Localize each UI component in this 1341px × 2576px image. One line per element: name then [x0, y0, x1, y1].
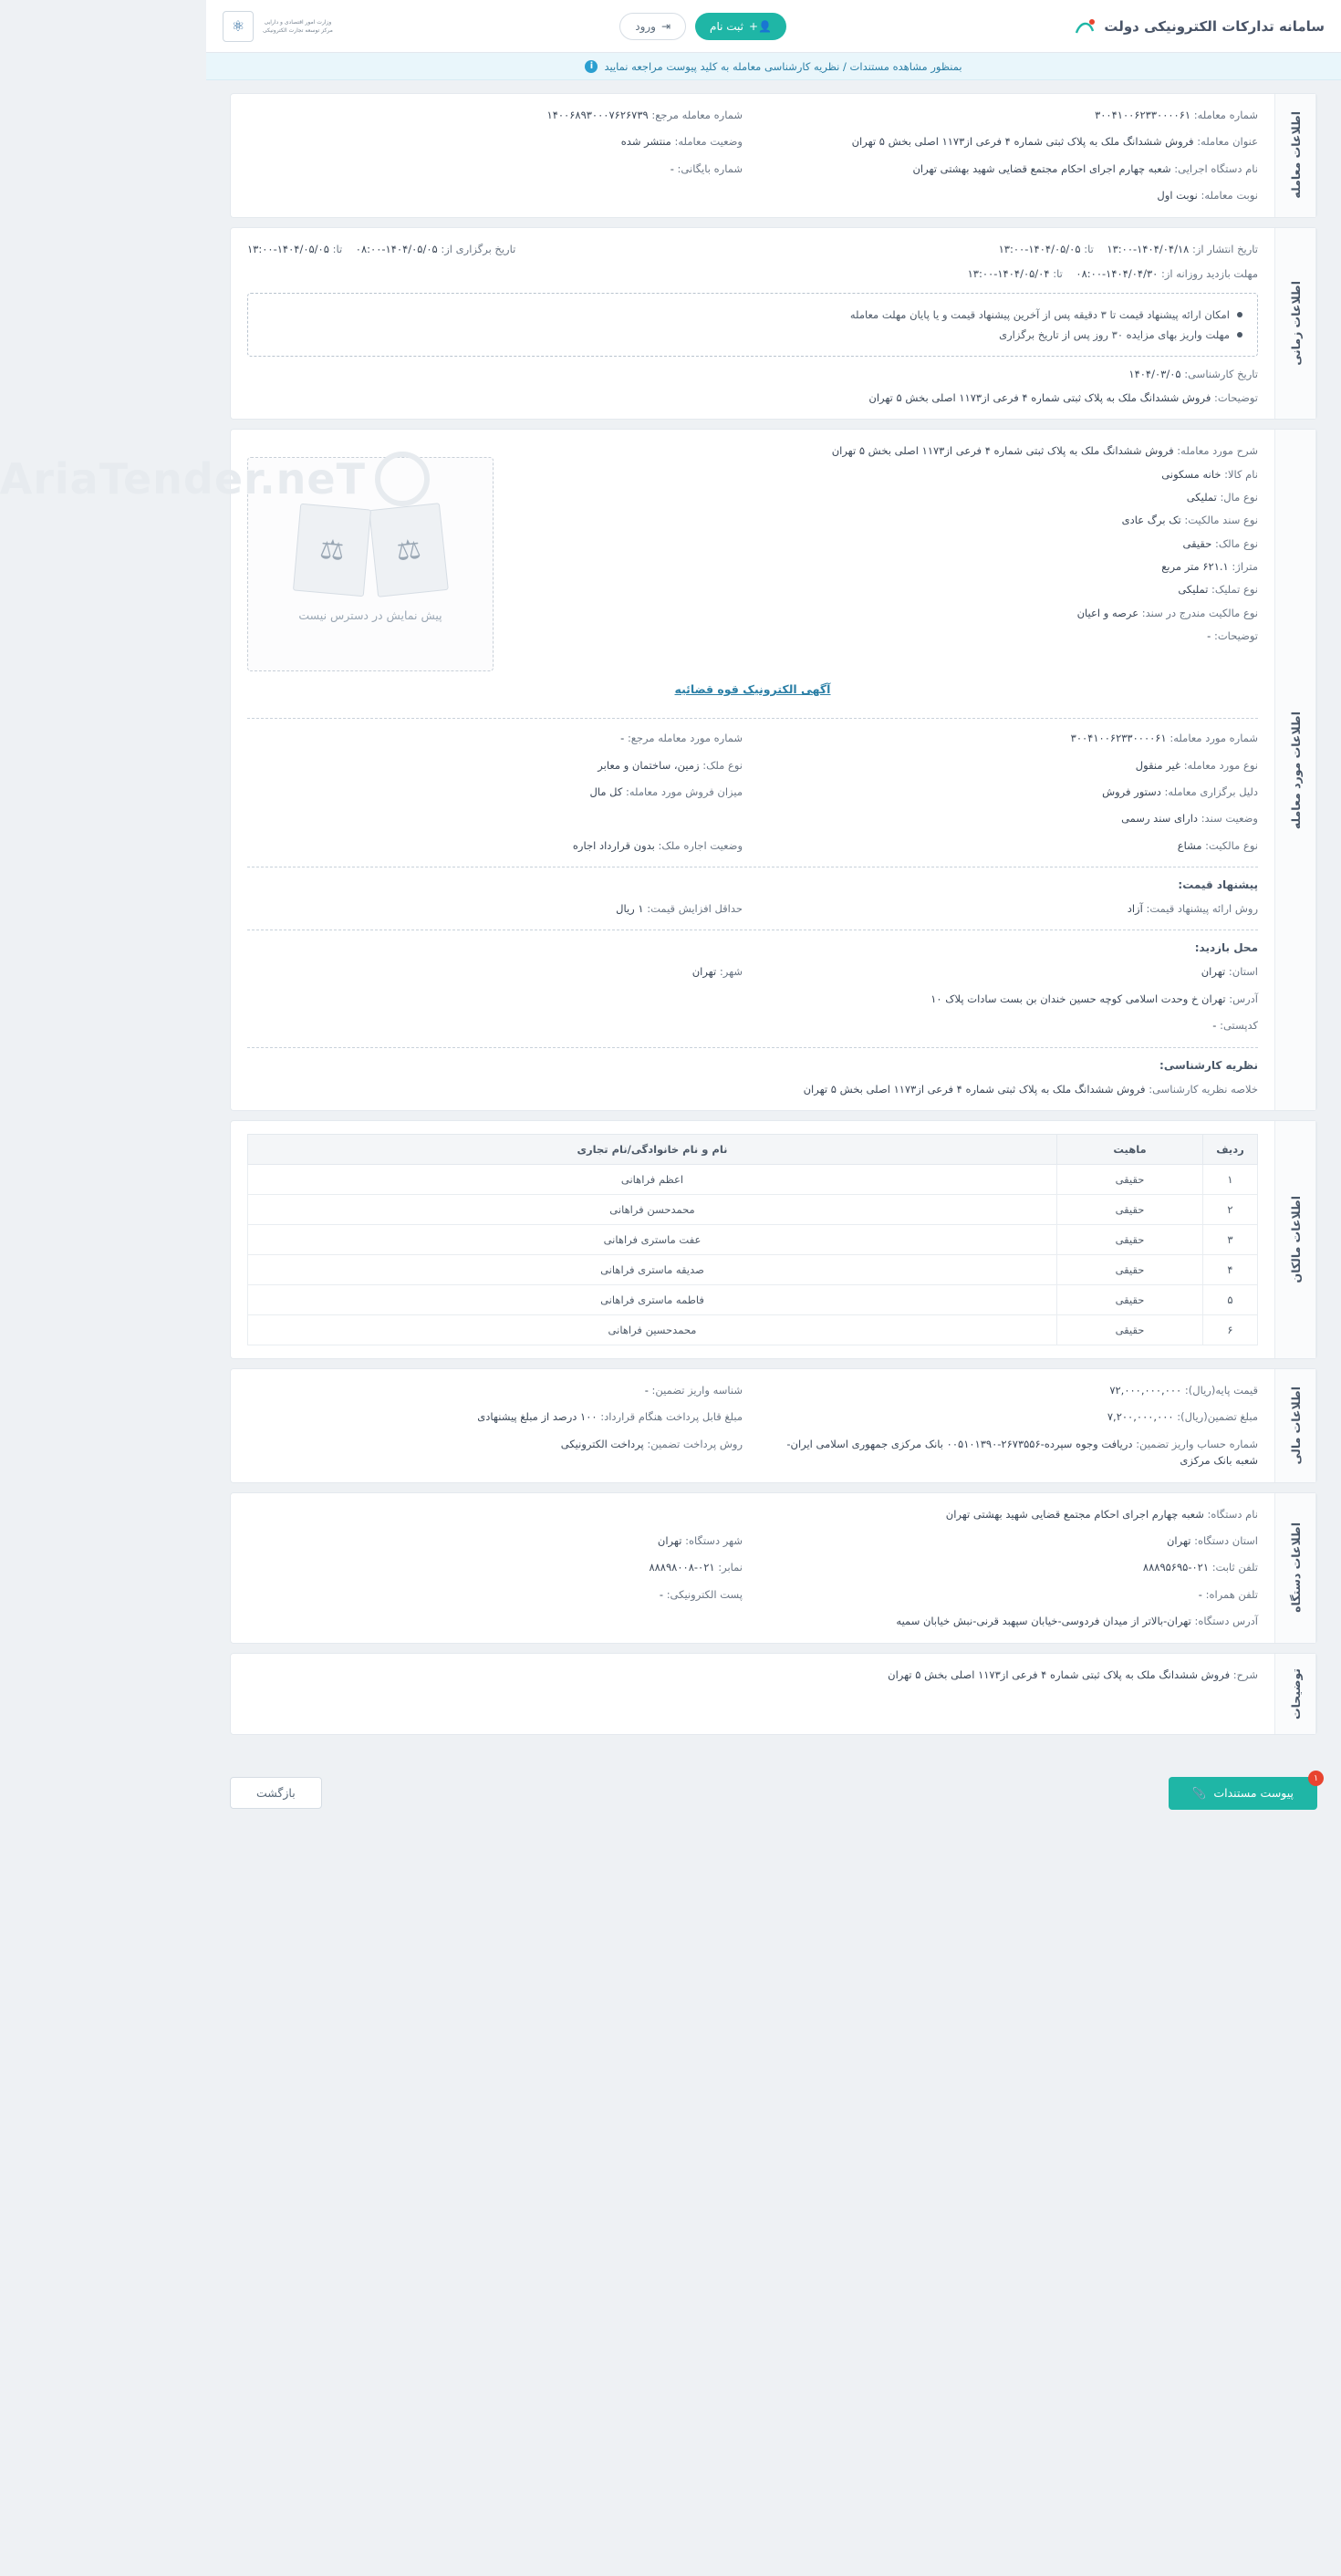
- expert-opinion-title: نظریه کارشناسی:: [1159, 1058, 1258, 1072]
- visit-postal-code: کدپستی: -: [1212, 1019, 1258, 1033]
- paperclip-icon: 📎: [1191, 1785, 1207, 1800]
- subject-description: شرح مورد معامله: فروش ششدانگ ملک به پلاک ثبتی شماره ۴ فرعی از۱۱۷۳ اصلی بخش ۵ تهران: [831, 444, 1258, 458]
- bullet-icon: [1237, 312, 1242, 317]
- payable-on-contract: مبلغ قابل پرداخت هنگام قرارداد: ۱۰۰ درصد از مبلغ پیشنهادی: [477, 1410, 743, 1424]
- time-note-item: امکان ارائه پیشنهاد قیمت تا ۳ دقیقه پس از آخرین پیشنهاد قیمت و یا پایان مهلت معامله: [263, 305, 1242, 325]
- subject-number: شماره مورد معامله: ۳۰۰۴۱۰۰۶۲۳۳۰۰۰۰۶۱: [1070, 732, 1258, 745]
- section-deal-subject: [0, 429, 1317, 1111]
- subject-deed-status: وضعیت سند: دارای سند رسمی: [1121, 812, 1258, 826]
- subject-acquisition-type: نوع تملیک: تملیکی: [1178, 583, 1258, 597]
- section-label-deal-subject: اطلاعات مورد معامله: [1274, 430, 1316, 1110]
- section-label-notes: توضیحات: [1274, 1654, 1316, 1734]
- watermark-text: AriaTender.neT: [0, 452, 430, 506]
- price-proposal-grid: [247, 900, 1258, 917]
- time-note-item: مهلت واریز بهای مزایده ۳۰ روز پس از تاریخ برگزاری: [263, 325, 1242, 345]
- top-header: [206, 0, 1341, 53]
- subject-goods-name: نام کالا: خانه مسکونی: [1161, 467, 1258, 481]
- deal-round: نوبت معامله: نوبت اول: [1157, 189, 1258, 203]
- deal-archive-number: شماره بایگانی: -: [670, 161, 743, 175]
- subject-estate-type: نوع ملک: زمین، ساختمان و معابر: [598, 758, 743, 772]
- back-label: بازگشت: [256, 1786, 296, 1801]
- person-add-icon: 👤+: [749, 19, 772, 33]
- agency-name: نام دستگاه: شعبه چهارم اجرای احکام مجتمع قضایی شهید بهشتی تهران: [945, 1507, 1258, 1521]
- attach-documents-label: پیوست مستندات: [1213, 1786, 1294, 1801]
- subject-reason: دلیل برگزاری معامله: دستور فروش: [1102, 784, 1258, 798]
- price-min-increment: حداقل افزایش قیمت: ۱ ریال: [616, 902, 743, 916]
- table-header-row: [248, 1135, 1258, 1165]
- deal-agency-name: نام دستگاه اجرایی: شعبه چهارم اجرای احکام مجتمع قضایی شهید بهشتی تهران: [912, 161, 1258, 175]
- section-body-owners: [231, 1121, 1274, 1358]
- financial-grid: [247, 1382, 1258, 1470]
- subject-ownership: نوع مالکیت: مشاع: [1177, 838, 1258, 852]
- expert-date-row: تاریخ کارشناسی: ۱۴۰۴/۰۳/۰۵: [1128, 368, 1258, 381]
- subject-property-type: نوع مال: تملیکی: [1186, 490, 1258, 504]
- agency-province: استان دستگاه: تهران: [1166, 1533, 1258, 1547]
- deal-status: وضعیت معامله: منتشر شده: [620, 135, 743, 149]
- subject-summary-list: [517, 442, 1258, 645]
- section-body-financial: [231, 1369, 1274, 1482]
- section-label-agency: اطلاعات دستگاه: [1274, 1493, 1316, 1643]
- table-row: ۶ حقیقی محمدحسین فراهانی: [248, 1315, 1258, 1345]
- deal-number: شماره معامله: ۳۰۰۴۱۰۰۶۲۳۳۰۰۰۰۶۱: [1095, 109, 1258, 121]
- section-agency: [230, 1492, 1317, 1644]
- section-body-notes: [231, 1654, 1274, 1734]
- time-description-row: توضیحات: فروش ششدانگ ملک به پلاک ثبتی شماره ۴ فرعی از۱۱۷۳ اصلی بخش ۵ تهران: [868, 390, 1258, 404]
- login-label: ورود: [635, 19, 656, 33]
- back-button[interactable]: [230, 1777, 322, 1809]
- organization-text: وزارت امور اقتصادی و دارایی مرکز توسعه تجارت الکترونیکی: [263, 18, 333, 34]
- subject-ref-number: شماره مورد معامله مرجع: -: [620, 732, 743, 745]
- agency-city: شهر دستگاه: تهران: [657, 1533, 743, 1547]
- subject-sale-share: میزان فروش مورد معامله: کل مال: [589, 784, 743, 798]
- section-time-info: [230, 227, 1317, 421]
- section-label-owners: اطلاعات مالکان: [1274, 1121, 1316, 1358]
- subject-rent-status: وضعیت اجاره ملک: بدون قرارداد اجاره: [572, 838, 743, 852]
- guarantee-payment-method: روش پرداخت تضمین: پرداخت الکترونیکی: [560, 1437, 743, 1450]
- gavel-icon: ⚖: [394, 533, 423, 567]
- guarantee-amount: مبلغ تضمین(ریال): ۷,۲۰۰,۰۰۰,۰۰۰: [1107, 1410, 1258, 1424]
- section-label-deal-info: اطلاعات معامله: [1274, 94, 1316, 217]
- guarantee-account: شماره حساب واریز تضمین: دریافت وجوه سپرده-۲۶۷۳۵۵۶-۰۰۵۱۰۱۳۹۰ بانک مرکزی جمهوری اسلامی ایران- شعبه بانک مرکزی: [786, 1437, 1258, 1468]
- agency-mobile: تلفن همراه: -: [1198, 1587, 1258, 1601]
- section-financial: [230, 1368, 1317, 1483]
- price-proposal-title: پیشنهاد قیمت:: [1178, 878, 1258, 892]
- expert-opinion-summary: خلاصه نظریه کارشناسی: فروش ششدانگ ملک به پلاک ثبتی شماره ۴ فرعی از۱۱۷۳ اصلی بخش ۵ تهران: [803, 1082, 1258, 1096]
- section-label-time-info: اطلاعات زمانی: [1274, 228, 1316, 420]
- document-icon: [369, 503, 449, 597]
- base-price: قیمت پایه(ریال): ۷۲,۰۰۰,۰۰۰,۰۰۰: [1109, 1384, 1258, 1397]
- preview-doc-icons: [296, 506, 444, 594]
- publish-date-row: تاریخ انتشار از: ۱۴۰۴/۰۴/۱۸-۱۳:۰۰ تا: ۱۴۰۴/۰۵/۰۵-۱۳:۰۰ تاریخ برگزاری از: ۱۴۰۴/۰۵/۰۵-۰۸:۰۰ تا: ۱۴۰۴/۰۵/۰۵-۱۳:۰۰: [247, 242, 1258, 255]
- organization-logo: [223, 11, 333, 42]
- subject-deed-type: نوع سند مالکیت: تک برگ عادی: [1121, 514, 1258, 527]
- bullet-icon: [1237, 332, 1242, 338]
- site-title: سامانه تدارکات الکترونیکی دولت: [1104, 17, 1325, 35]
- price-method: روش ارائه پیشنهاد قیمت: آزاد: [1127, 902, 1258, 916]
- section-body-agency: [231, 1493, 1274, 1643]
- section-body-deal-info: [231, 94, 1274, 217]
- section-notes: [230, 1653, 1317, 1735]
- attachment-preview-area: [0, 442, 494, 677]
- deal-ref-number: شماره معامله مرجع: ۱۴۰۰۶۸۹۳۰۰۰۷۶۲۶۷۳۹: [546, 109, 743, 121]
- document-icon: [293, 504, 371, 597]
- table-row: ۳ حقیقی عفت ماستری فراهانی: [248, 1225, 1258, 1255]
- visit-province: استان: تهران: [1201, 965, 1258, 979]
- login-arrow-icon: ⇥: [660, 19, 671, 33]
- time-notes-callout: [247, 293, 1258, 357]
- deal-info-grid: [247, 107, 1258, 204]
- column-header-type: ماهیت: [1057, 1135, 1203, 1165]
- notice-bar: [206, 53, 1341, 80]
- subject-ownership-type: نوع مالکیت مندرج در سند: عرصه و اعیان: [1076, 606, 1258, 619]
- table-row: ۵ حقیقی فاطمه ماستری فراهانی: [248, 1285, 1258, 1315]
- subject-area: متراژ: ۶۲۱.۱ متر مربع: [1161, 560, 1258, 574]
- section-deal-info: [230, 93, 1317, 218]
- preview-placeholder: [247, 457, 494, 671]
- column-header-index: ردیف: [1203, 1135, 1258, 1165]
- visit-location-title: محل بازدید:: [1194, 941, 1258, 955]
- register-label: ثبت نام: [710, 19, 743, 33]
- setad-logo-icon: [1073, 15, 1097, 38]
- owners-table: [247, 1134, 1258, 1345]
- preview-unavailable-text: پیش نمایش در دسترس نیست: [298, 608, 442, 623]
- register-button[interactable]: [695, 13, 786, 40]
- gavel-icon: ⚖: [318, 533, 346, 567]
- section-label-financial: اطلاعات مالی: [1274, 1369, 1316, 1482]
- login-button[interactable]: [619, 13, 686, 40]
- section-body-time-info: [231, 228, 1274, 420]
- deposit-identifier: شناسه واریز تضمین: -: [644, 1384, 743, 1397]
- subject-notes: توضیحات: -: [1207, 629, 1258, 643]
- auth-buttons: [619, 13, 786, 40]
- subject-kind: نوع مورد معامله: غیر منقول: [1135, 758, 1258, 772]
- notice-text: بمنظور مشاهده مستندات / نظریه کارشناسی معامله به کلید پیوست مراجعه نمایید: [604, 59, 962, 73]
- section-body-deal-subject: [0, 430, 1274, 1110]
- ministry-seal-icon: ⚛: [223, 11, 254, 42]
- column-header-name: نام و نام خانوادگی/نام تجاری: [248, 1135, 1057, 1165]
- attach-documents-button[interactable]: [1169, 1772, 1319, 1810]
- table-row: ۲ حقیقی محمدحسن فراهانی: [248, 1195, 1258, 1225]
- divider: [247, 718, 1258, 719]
- attachment-count-badge: ۱: [1308, 1771, 1324, 1786]
- visit-city: شهر: تهران: [691, 965, 743, 979]
- agency-fax: نمابر: ۰۲۱-۸۸۸۹۸۰۰۸: [649, 1561, 743, 1574]
- deal-title: عنوان معامله: فروش ششدانگ ملک به پلاک ثبتی شماره ۴ فرعی از۱۱۷۳ اصلی بخش ۵ تهران: [851, 135, 1258, 149]
- agency-phone: تلفن ثابت: ۰۲۱-۸۸۸۹۵۶۹۵: [1142, 1561, 1258, 1574]
- subject-detail-grid: [247, 730, 1258, 854]
- judiciary-eannouncement-link[interactable]: آگهی الکترونیک قوه قضائیه: [674, 682, 831, 697]
- footer-actions: [206, 1762, 1341, 1833]
- agency-grid: [247, 1506, 1258, 1630]
- page-content: [0, 80, 1341, 1762]
- agency-empty-cell: [247, 1506, 743, 1522]
- table-row: ۱ حقیقی اعظم فراهانی: [248, 1165, 1258, 1195]
- agency-email: پست الکترونیکی: -: [659, 1587, 743, 1601]
- visit-location-grid: [247, 963, 1258, 1034]
- subject-owner-type: نوع مالک: حقیقی: [1182, 536, 1258, 550]
- info-icon: i: [585, 60, 598, 73]
- visit-address: آدرس: تهران خ وحدت اسلامی کوچه حسین خندان بن بست سادات پلاک ۱۰: [930, 992, 1258, 1005]
- site-brand: [1073, 15, 1325, 38]
- agency-address: آدرس دستگاه: تهران-بالاتر از میدان فردوسی-خیابان سپهبد قرنی-نبش خیابان سمیه: [896, 1615, 1258, 1628]
- notes-description: شرح: فروش ششدانگ ملک به پلاک ثبتی شماره ۴ فرعی از۱۱۷۳ اصلی بخش ۵ تهران: [888, 1667, 1258, 1681]
- divider: [247, 1047, 1258, 1048]
- visit-deadline-row: مهلت بازدید روزانه از: ۱۴۰۴/۰۴/۳۰-۰۸:۰۰ تا: ۱۴۰۴/۰۵/۰۴-۱۳:۰۰: [967, 266, 1258, 280]
- subject-empty-cell: [247, 810, 743, 826]
- section-owners: [230, 1120, 1317, 1359]
- table-row: ۴ حقیقی صدیقه ماستری فراهانی: [248, 1255, 1258, 1285]
